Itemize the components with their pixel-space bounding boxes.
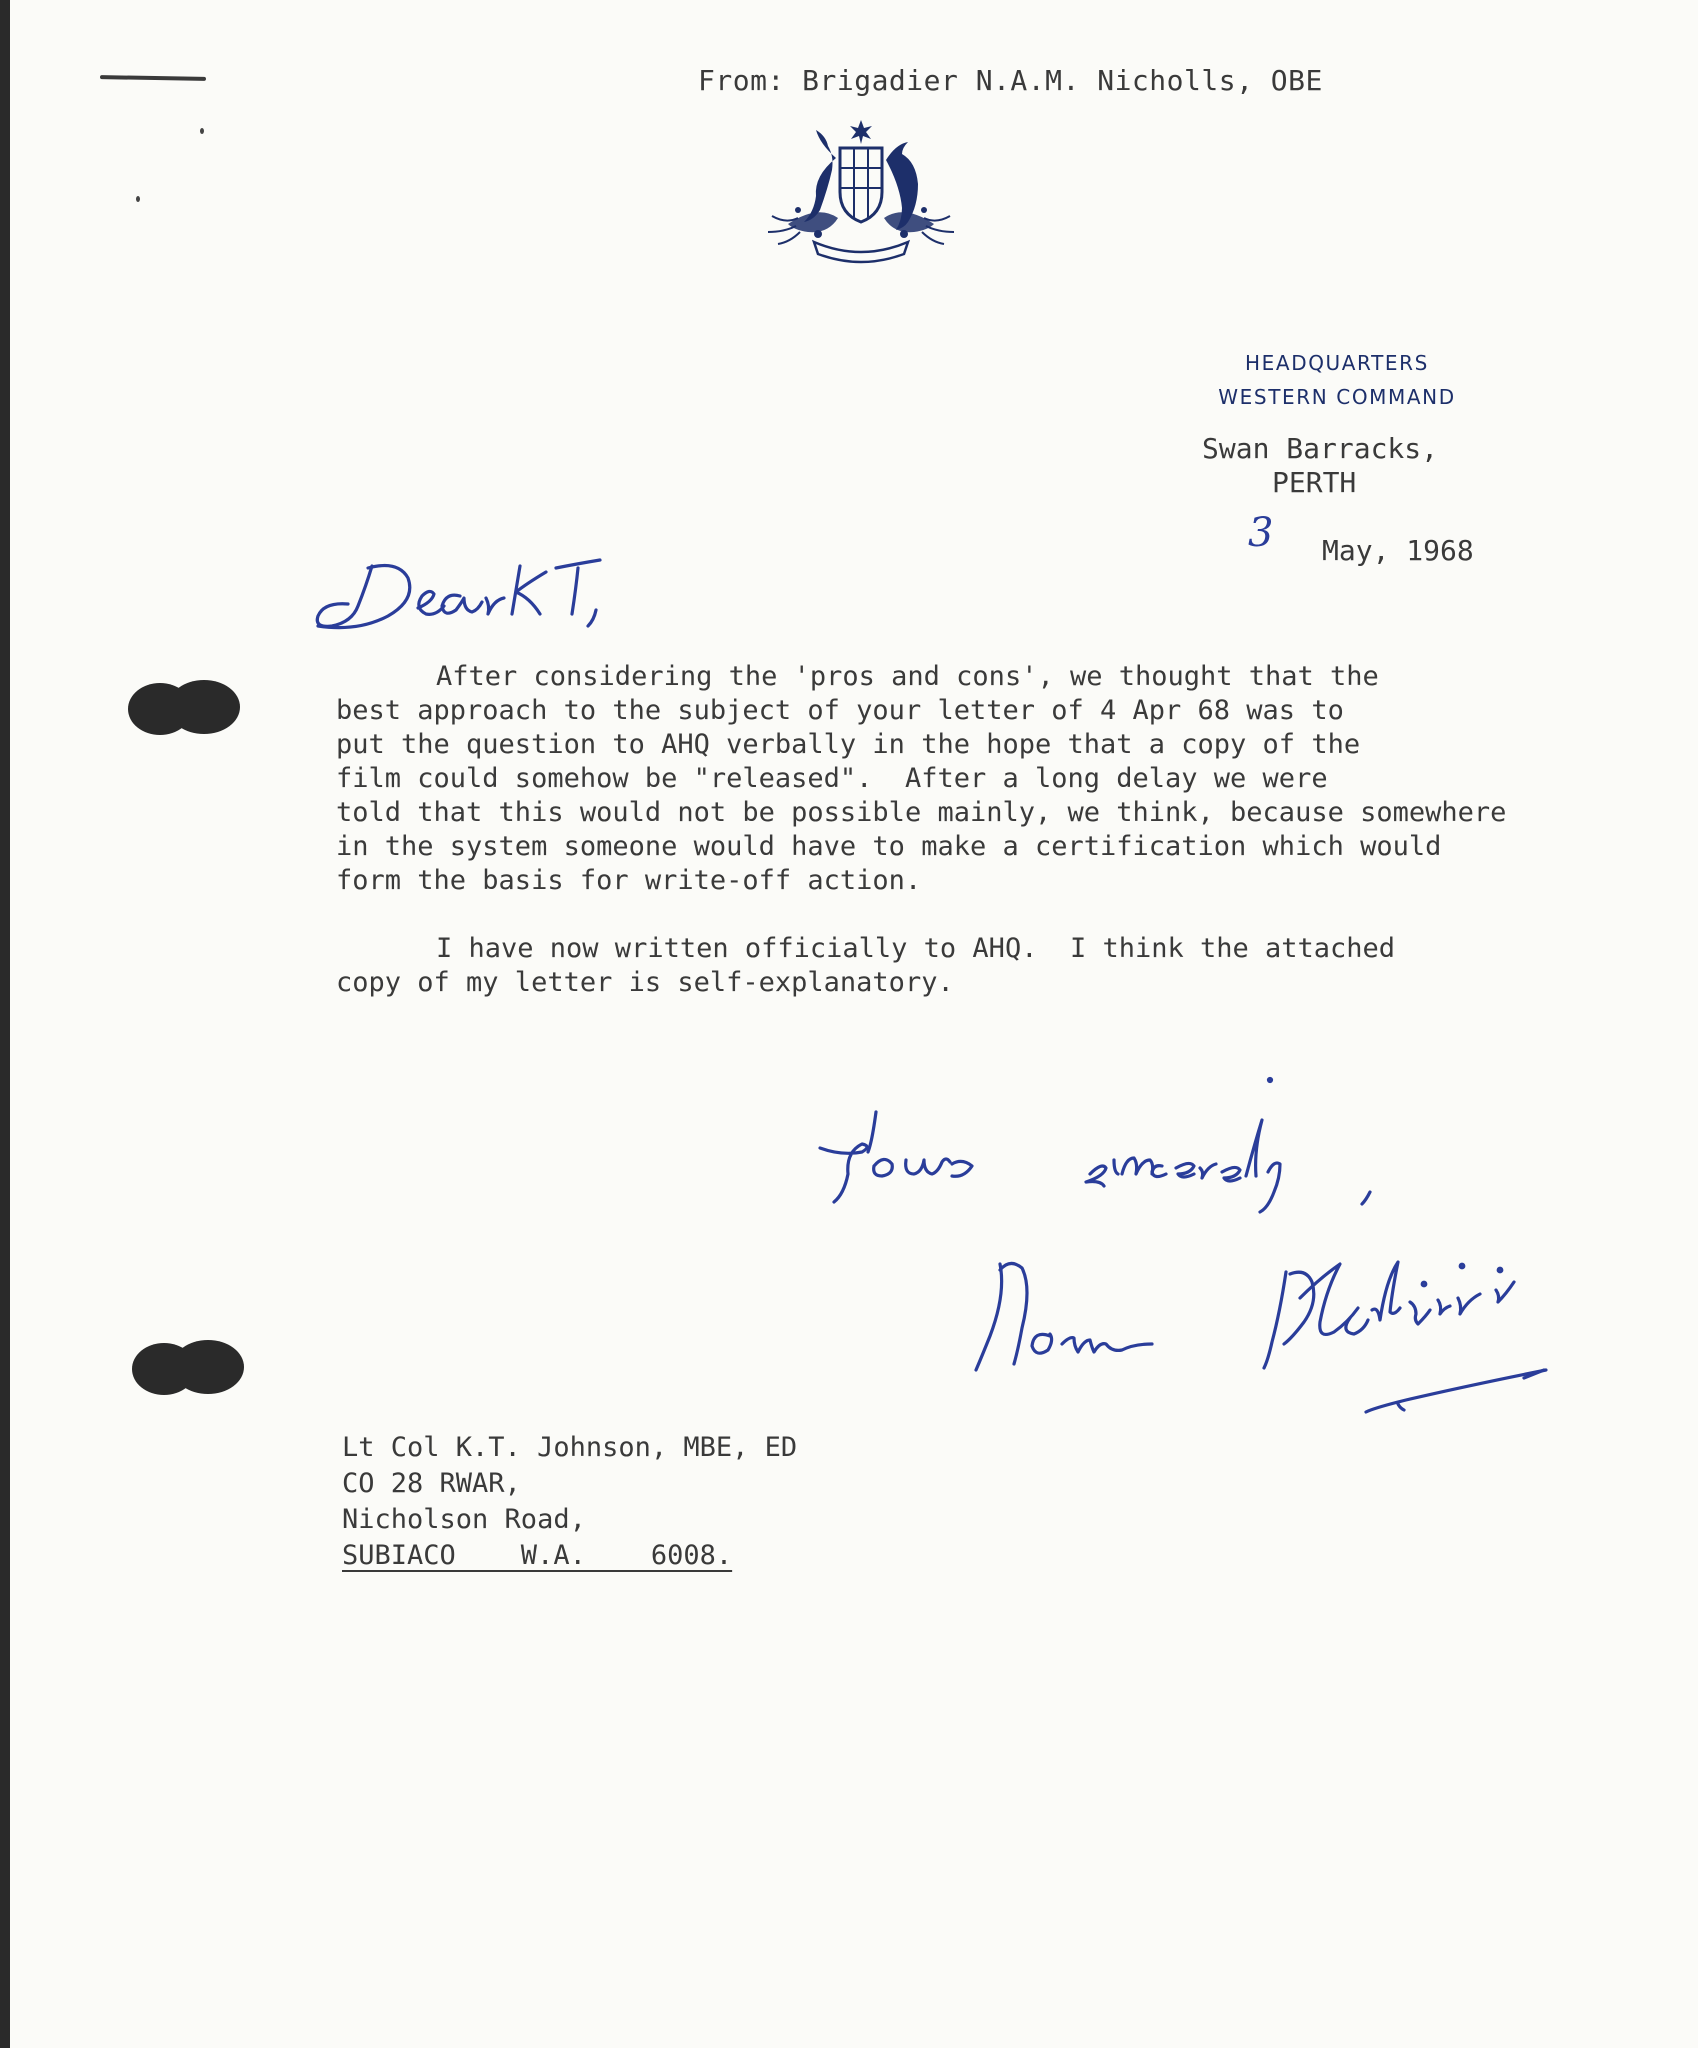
recipient-line: Nicholson Road,	[342, 1504, 586, 1535]
top-left-mark	[100, 75, 206, 81]
from-line: From: Brigadier N.A.M. Nicholls, OBE	[698, 64, 1323, 97]
punch-hole	[124, 680, 244, 738]
body-line: I have now written officially to AHQ. I think the attached	[436, 933, 1396, 964]
recipient-line: SUBIACO W.A. 6008.	[342, 1540, 733, 1571]
paragraph-2	[336, 932, 1596, 1000]
punch-hole	[128, 1340, 248, 1398]
body-line: After considering the 'pros and cons', we thought that the	[436, 661, 1379, 692]
letter-body	[336, 660, 1596, 1000]
ink-speck	[136, 196, 140, 202]
date-month-year: May, 1968	[1322, 534, 1474, 567]
paragraph-1	[336, 660, 1596, 898]
recipient-line: Lt Col K.T. Johnson, MBE, ED	[342, 1432, 798, 1463]
date-day-handwritten: 3	[1248, 510, 1274, 556]
body-line: best approach to the subject of your letter of 4 Apr 68 was to	[336, 695, 1344, 726]
hq-line-1: HEADQUARTERS	[1245, 351, 1429, 375]
body-line: film could somehow be "released". After a long delay we were	[336, 763, 1328, 794]
body-line: form the basis for write-off action.	[336, 865, 922, 896]
body-line: copy of my letter is self-explanatory.	[336, 967, 954, 998]
hq-line-2: WESTERN COMMAND	[1218, 385, 1456, 409]
address-line-2: PERTH	[1272, 466, 1357, 499]
ink-speck	[200, 128, 204, 134]
body-line: in the system someone would have to make a certification which would	[336, 831, 1442, 862]
scan-left-edge	[0, 0, 10, 2048]
body-line: told that this would not be possible mainly, we think, because somewhere	[336, 797, 1507, 828]
coat-of-arms-icon	[758, 118, 964, 266]
recipient-address	[342, 1430, 797, 1574]
headquarters-block	[1202, 346, 1472, 414]
address-line-1: Swan Barracks,	[1202, 432, 1439, 465]
recipient-line: CO 28 RWAR,	[342, 1468, 521, 1499]
body-line: put the question to AHQ verbally in the hope that a copy of the	[336, 729, 1361, 760]
